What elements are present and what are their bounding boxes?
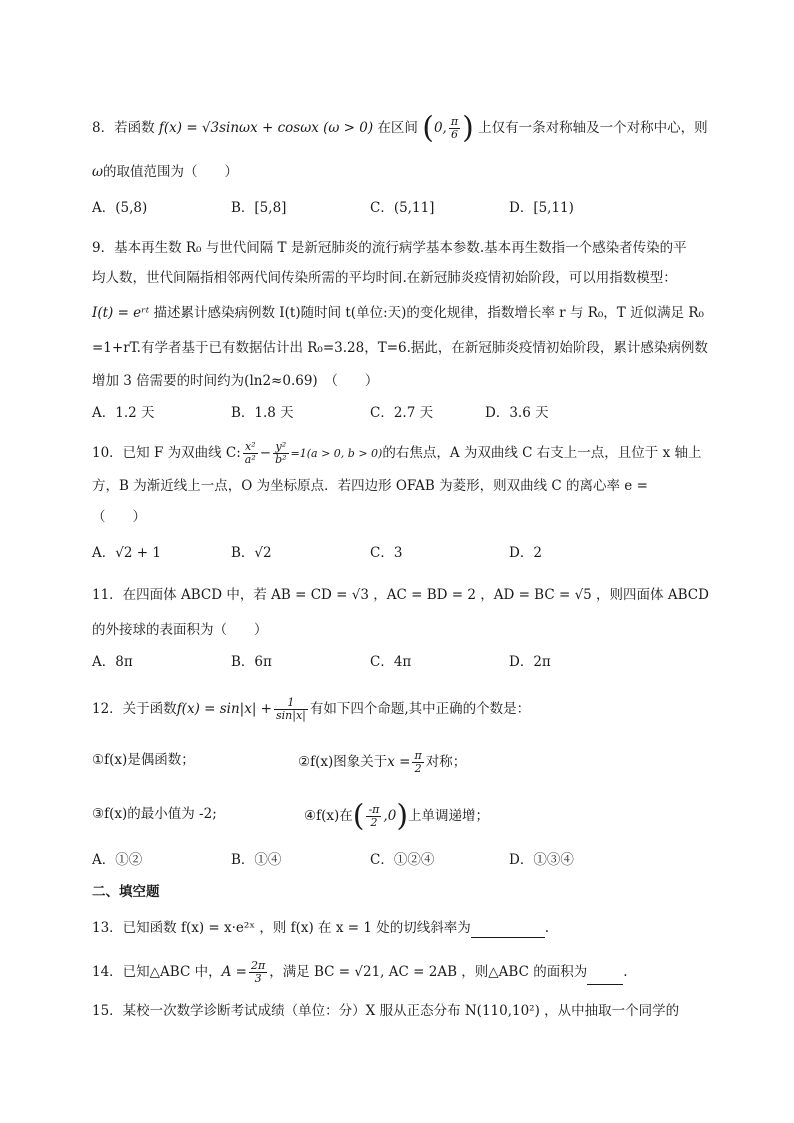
q11-line1: 11．在四面体 ABCD 中，若 AB = CD = √3 ，AC = BD = 2 ，AD = BC = √5 ，则四面体 ABCD: [92, 587, 709, 603]
q10-option-b: B．√2: [231, 545, 272, 561]
q8-interval-left: 0,: [433, 120, 447, 136]
q10-option-d: D．2: [509, 545, 542, 561]
q12-prop4-num: -π: [368, 803, 380, 816]
q8-mid: 在区间: [377, 120, 418, 136]
q12-option-c: C．①②④: [370, 852, 435, 868]
q12-prop2-prefix: ②f(x)图象关于: [298, 754, 388, 770]
q9-option-d: D．3.6 天: [485, 405, 549, 421]
q12-prop-3: ③f(x)的最小值为 -2;: [92, 806, 217, 822]
q14-frac-num: 2π: [250, 959, 266, 972]
q8-line1: [92, 110, 714, 146]
q12-option-d: D．①③④: [509, 852, 574, 868]
q8-option-c: C．(5,11]: [370, 200, 435, 216]
q10-frac1-den: a²: [244, 453, 256, 466]
q13-text: 13．已知函数 f(x) = x·e²ˣ ，则 f(x) 在 x = 1 处的切线斜率为: [92, 920, 471, 936]
q12-prop-4: [304, 798, 490, 834]
q12-prop2-fraction: [412, 750, 423, 775]
q10-fraction-x: [243, 441, 258, 466]
q8-option-a: A．(5,8): [92, 200, 148, 216]
q8-function: f(x) = √3sinωx + cosωx (ω > 0): [158, 120, 374, 136]
q9-option-b: B．1.8 天: [231, 405, 294, 421]
q15-line1: 15．某校一次数学诊断考试成绩（单位：分）X 服从正态分布 N(110,10²) ，从中抽取一个同学的: [92, 1003, 680, 1019]
section-title-fill-in: 二、填空题: [92, 884, 160, 900]
q10-line3: （ ）: [92, 509, 146, 525]
q12-prefix: 12．关于函数: [92, 701, 177, 717]
q12-option-b: B．①④: [231, 852, 282, 868]
q8-option-d: D．[5,11): [509, 200, 574, 216]
q10-line2: 方，B 为渐近线上一点，O 为坐标原点．若四边形 OFAB 为菱形，则双曲线 C 的离心率 e =: [92, 478, 648, 494]
q8-interval-fraction: [449, 116, 460, 141]
q12-prop4-suffix: 上单调递增；: [408, 808, 490, 824]
q8-option-b: B．[5,8]: [231, 200, 287, 216]
q12-prop2-den: 2: [414, 762, 422, 775]
q8-omega: ω: [92, 164, 104, 180]
q8-line2: [92, 162, 714, 182]
q14-fraction: [249, 960, 267, 985]
q9-line1: 9．基本再生数 R₀ 与世代间隔 T 是新冠肺炎的流行病学基本参数.基本再生数指一个感染者传染的平: [92, 240, 687, 256]
q13-end: .: [544, 920, 550, 936]
q12-prop4-prefix: ④f(x)在: [304, 808, 353, 824]
q11-option-c: C．4π: [370, 654, 412, 670]
q10-condition: =1(a > 0, b > 0): [290, 447, 383, 460]
q12-frac-den: sin|x|: [275, 709, 306, 722]
q14-frac-den: 3: [254, 972, 262, 985]
q8-prefix: 8．若函数: [92, 120, 155, 136]
q12-option-a: A．①②: [92, 852, 143, 868]
q14-line: [92, 960, 714, 985]
q12-prop4-right: ,0: [383, 808, 397, 824]
q14-end: .: [623, 964, 628, 980]
q14-answer-blank[interactable]: [587, 968, 623, 985]
q11-line2: 的外接球的表面积为（ ）: [92, 622, 268, 638]
q10-fraction-y: [273, 441, 288, 466]
q9-line2: 均人数，世代间隔指相邻两代间传染所需的平均时间.在新冠肺炎疫情初始阶段，可以用指数模型：: [92, 270, 677, 286]
q12-prop2-num: π: [414, 749, 422, 762]
q10-frac1-num: x²: [243, 441, 258, 454]
q9-line3: [92, 303, 714, 323]
q9-model: I(t) = eʳᵗ: [92, 305, 150, 321]
q10-option-c: C．3: [370, 545, 403, 561]
q8-frac-den: 6: [450, 128, 458, 141]
q12-prop-2: [298, 750, 466, 775]
q8-left-paren: (: [422, 110, 434, 146]
q10-line1: [92, 441, 714, 466]
q8-right-paren: ): [462, 110, 474, 146]
q9-option-a: A．1.2 天: [92, 405, 155, 421]
q10-option-a: A．√2 + 1: [92, 545, 161, 561]
q11-option-b: B．6π: [231, 654, 272, 670]
q14-prefix: 14．已知△ABC 中，: [92, 964, 222, 980]
q10-frac2-den: b²: [275, 453, 287, 466]
q10-frac2-num: y²: [273, 441, 288, 454]
q12-prop4-den: 2: [370, 816, 378, 829]
q9-line5: 增加 3 倍需要的时间约为(ln2≈0.69) （ ）: [92, 373, 379, 389]
q8-suffix: 上仅有一条对称轴及一个对称中心，则: [478, 120, 708, 136]
q8-frac-num: π: [450, 115, 459, 128]
q8-line2-text: 的取值范围为（ ）: [103, 164, 239, 180]
q12-suffix: 有如下四个命题,其中正确的个数是：: [309, 701, 531, 717]
q9-line4: =1+rT.有学者基于已有数据估计出 R₀=3.28，T=6.据此，在新冠肺炎疫情初始阶段，累计感染病例数: [92, 340, 708, 356]
q9-line3-text: 描述累计感染病例数 I(t)随时间 t(单位:天)的变化规律，指数增长率 r 与 R₀，T 近似满足 R₀: [153, 305, 704, 321]
q12-function: f(x) = sin|x| +: [176, 701, 272, 717]
q13-line: [92, 918, 714, 938]
q13-answer-blank[interactable]: [471, 921, 545, 938]
q12-fraction: [274, 697, 308, 722]
q11-option-d: D．2π: [509, 654, 551, 670]
q12-prop2-suffix: 对称；: [425, 754, 467, 770]
q12-prop4-fraction: [366, 804, 381, 829]
q12-prop4-right-paren: ): [396, 798, 409, 834]
q11-option-a: A．8π: [92, 654, 133, 670]
q12-prop4-left-paren: (: [352, 798, 365, 834]
q14-suffix: ，满足 BC = √21, AC = 2AB ，则△ABC 的面积为: [269, 964, 588, 980]
q12-frac-num: 1: [274, 697, 308, 710]
q10-prefix: 10．已知 F 为双曲线 C:: [92, 445, 241, 461]
q12-prop2-x: x =: [387, 754, 411, 770]
q9-option-c: C．2.7 天: [370, 405, 434, 421]
q12-line1: [92, 697, 714, 722]
q10-suffix: 的右焦点，A 为双曲线 C 右支上一点，且位于 x 轴上: [382, 445, 702, 461]
q14-a-eq: A =: [221, 964, 247, 980]
q12-prop-1: ①f(x)是偶函数；: [92, 752, 195, 768]
q10-minus: −: [259, 445, 272, 461]
